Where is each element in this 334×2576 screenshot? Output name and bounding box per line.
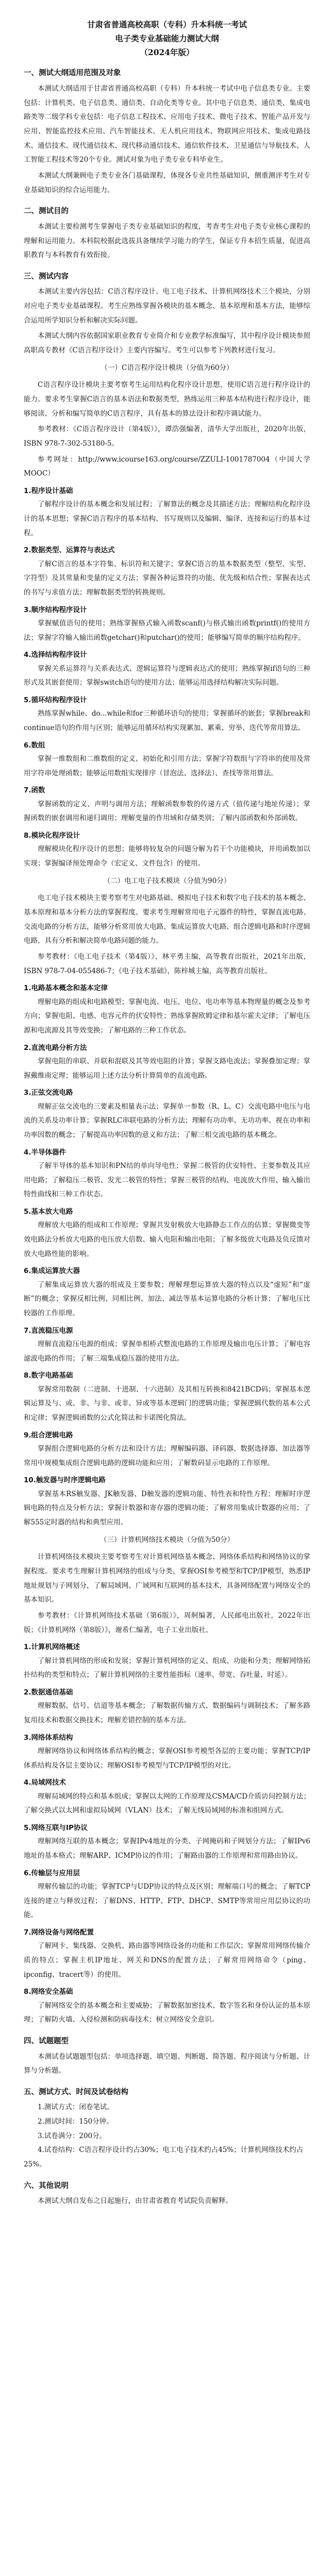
topic-heading: 5.基本放大电路: [24, 1208, 73, 1216]
paragraph: 了解网络安全的基本概念和主要威胁；了解数据加密技术、数字签名和身份认证的基本原理；了解防火墙、入侵检测和防病毒技术；树立网络安全意识。: [24, 2001, 310, 2024]
module-title-c-programming: （一）C语言程序设计模块（分值为60分）: [101, 363, 233, 372]
topic-heading: 6.集成运算放大器: [24, 1267, 80, 1276]
topic-heading: 8.模块化程序设计: [24, 832, 80, 840]
topic-heading: 2.数据类型、运算符与表达式: [24, 546, 115, 555]
paragraph: 本测试大纲适用于甘肃省普通高校高职（专科）升本科统一考试中电子信息类专业。主要包括：计算机类、电子信息类、通信类、自动化类等专业。其中电子信息类、通信类、集成电路类等二级学科专业包括：电子信息工程技术、应用电子技术、微电子技术、智能产品开发与应用、智能监控技术应用、汽车智能技术、无人机应用技术、物联网应用技术、集成电路技术、通信技术、现代通信技术、现代移动通信技术、通信软件技术、卫星通信与导航技术、人工智能工程技术等20个专业。测试对象为电子类专业专科毕业生。: [24, 84, 310, 164]
paragraph: 掌握赋值语句的使用；熟练掌握格式输入函数scanf()与格式输出函数printf()的使用方法；掌握字符输入输出函数getchar()和putchar()的使用；能够编写简单的顺序结构程序。: [24, 619, 310, 642]
paragraph: 了解C语言的基本字符集、标识符和关键字；掌握C语言的基本数据类型（整型、实型、字符型）及其常量和变量的定义方法；掌握各种运算符的功能、优先级和结合性；掌握表达式的书写与求值方法；理解数据类型的转换规则。: [24, 560, 310, 597]
exam-format-item: 4.试卷结构：C语言程序设计约占30%；电工电子技术约占45%；计算机网络技术约占25%。: [24, 2146, 304, 2169]
module-title-networking: （三）计算机网络技术模块（分值为50分）: [99, 1535, 235, 1544]
paragraph: 熟练掌握while、do...while和for三种循环语句的使用；掌握循环的嵌套；掌握break和continue语句的作用与区别；能够运用循环结构实现累加、累乘、穷举、迭代等常用算法。: [24, 709, 310, 733]
topic-heading: 4.局域网技术: [24, 1778, 66, 1787]
topic-heading: 3.正弦交流电路: [24, 1089, 73, 1097]
paragraph: 掌握组合逻辑电路的分析方法和设计方法；理解编码器、译码器、数据选择器、加法器等常用中规模集成组合逻辑电路的逻辑功能和应用；了解数码显示电路的工作原理。: [24, 1445, 310, 1467]
paragraph: 本测试大纲兼顾电子类专业各门基础课程，体现各专业共性基础知识，侧重测评考生对专业基础知识的综合运用能力。: [24, 171, 310, 194]
paragraph: 本测试大纲自发布之日起施行，由甘肃省教育考试院负责解释。: [38, 2197, 232, 2206]
doc-title-line2: 电子类专业基础能力测试大纲: [115, 33, 219, 44]
topic-heading: 4.选择结构程序设计: [24, 651, 87, 659]
paragraph: 掌握函数的定义、声明与调用方法；理解函数参数的传递方式（值传递与地址传递）；掌握函数的嵌套调用和递归调用；理解变量的作用域和存储类别；了解内部函数和外部函数。: [24, 800, 310, 823]
paragraph: 了解集成运算放大器的组成及主要参数；理解理想运算放大器的特点以及“虚短”和“虚断”的概念；掌握反相比例、同相比例、加法、减法等基本运算电路的分析计算；了解电压比较器的工作原理。: [24, 1280, 310, 1318]
exam-format-item: 2.测试时间：150分钟。: [38, 2117, 113, 2126]
topic-heading: 3.网络体系结构: [24, 1733, 73, 1742]
reference-textbook: 参考教材：《电工电子技术（第4版）》，林平勇主编，高等教育出版社，2021年出版，ISBN 978-7-04-055486-7；《电子技术基础》，陈梓城主编，高等教育出版社。: [24, 953, 310, 975]
paragraph: 掌握关系运算符与关系表达式、逻辑运算符与逻辑表达式的使用；熟练掌握if语句的三种形式及其嵌套使用；掌握switch语句的使用方法；能够运用选择结构解决实际问题。: [24, 664, 310, 687]
reference-url: 参考网址：http://www.icourse163.org/course/ZZULI-1001787004（中国大学MOOC）: [24, 455, 310, 478]
paragraph: 理解电路的组成和电路模型；掌握电流、电压、电位、电功率等基本物理量的概念及参考方向；掌握电阻、电感、电容元件的伏安特性；熟练掌握欧姆定律和基尔霍夫定律；了解电压源和电流源及其等效变换；了解电路的三种工作状态。: [24, 997, 310, 1035]
exam-format-item: 1.测试方式：闭卷笔试。: [38, 2103, 114, 2112]
topic-heading: 5.循环结构程序设计: [24, 696, 87, 705]
paragraph: 掌握一维数组和二维数组的定义、初始化和引用方法；掌握字符数组与字符串的使用及常用字符串处理函数；能够运用数组实现排序（冒泡法、选择法）、查找等常用算法。: [24, 755, 310, 777]
paragraph: C语言程序设计模块主要考察考生运用结构化程序设计思想，使用C语言进行程序设计的能力。要求考生掌握C语言的基本语法和数据类型，熟练运用三种基本结构进行程序设计，能够阅读、分析和编写简单的C语言程序，具有基本的算法设计和程序调试能力。: [24, 381, 310, 418]
paragraph: 掌握常用数制（二进制、十进制、十六进制）及其相互转换和8421BCD码；掌握基本逻辑运算及与、或、非、与非、或非、异或等基本逻辑门的逻辑功能；掌握逻辑代数的基本公式和定律；掌握逻辑函数的公式化简法和卡诺图化简法。: [24, 1385, 310, 1422]
topic-heading: 6.传输层与应用层: [24, 1869, 80, 1877]
topic-heading: 7.函数: [24, 786, 45, 795]
module-title-electronics: （二）电工电子技术模块（分值为90分）: [103, 876, 231, 885]
topic-heading: 1.程序设计基础: [24, 487, 73, 496]
topic-heading: 9.组合逻辑电路: [24, 1431, 73, 1439]
section-heading-exam-format: 五、测试方式、时间及试卷结构: [24, 2088, 128, 2096]
reference-textbook: 参考教材：《C语言程序设计（第4版）》，谭浩强编著，清华大学出版社，2020年出版，ISBN 978-7-302-53180-5。: [24, 425, 310, 448]
paragraph: 了解网卡、集线器、交换机、路由器等网络设备的功能和工作层次；掌握常用网络传输介质的特点；掌握主机IP地址、网关和DNS的配置方法；了解常用网络命令（ping、ipconfig、tracert等）的使用。: [24, 1942, 310, 1979]
paragraph: 理解传输层的功能；掌握TCP与UDP协议的特点及区别；理解端口号的概念；了解TCP连接的建立与释放过程；了解DNS、HTTP、FTP、DHCP、SMTP等常用应用层协议的功能。: [24, 1883, 310, 1920]
paragraph: 了解计算机网络的形成和发展；掌握计算机网络的定义、组成、功能和分类；理解网络拓扑结构的类型和特点；了解计算机网络的主要性能指标（速率、带宽、吞吐量、时延）。: [24, 1656, 310, 1680]
paragraph: 电工电子技术模块主要考察考生对电路基础、模拟电子技术和数字电子技术的基本概念、基本原理和基本分析方法的掌握程度。要求考生理解常用电子元器件的特性，掌握直流电路、交流电路的分析方法，能够分析常用放大电路、集成运算放大电路、组合逻辑电路和时序逻辑电路，具有分析和解决简单电路问题的能力。: [24, 894, 310, 945]
topic-heading: 1.电路基本概念和基本定律: [24, 984, 108, 993]
section-heading-notes: 六、其他说明: [24, 2181, 69, 2190]
topic-heading: 7.直流稳压电源: [24, 1326, 73, 1335]
topic-heading: 7.网络设备与网络配置: [24, 1928, 94, 1937]
doc-title-year: （2024年版）: [140, 47, 194, 58]
topic-heading: 5.网络互联与IP协议: [24, 1824, 88, 1833]
paragraph: 理解放大电路的组成和工作原理；掌握共发射极放大电路静态工作点的估算；掌握微变等效电路法分析放大电路的电压放大倍数、输入电阻和输出电阻；了解多级放大电路及负反馈对放大电路性能的影响。: [24, 1221, 310, 1258]
paragraph: 本测试卷试题题型包括：单项选择题、填空题、判断题、简答题、程序阅读与分析题、计算与分析题。: [24, 2052, 310, 2075]
section-heading-purpose: 二、测试目的: [24, 207, 69, 216]
paragraph: 理解局域网的特点和基本组成；掌握以太网的工作原理及CSMA/CD介质访问控制方法；了解交换式以太网和虚拟局域网（VLAN）技术；了解无线局域网的标准和组网方式。: [24, 1792, 310, 1815]
topic-heading: 2.直流电路分析方法: [24, 1043, 87, 1052]
paragraph: 本测试主要检测考生掌握电子类专业基础知识的程度，考查考生对电子类专业核心课程的理解和运用能力。本科院校据此选拔具备继续学习能力的学生，保证专升本招生质量，促进高职教育与本科教育有效衔接。: [24, 222, 310, 260]
paragraph: 本测试主要内容包括：C语言程序设计、电工电子技术、计算机网络技术三个模块，分别对应电子类专业基础课程。考生应熟练掌握各模块的基本概念、基本原理和基本方法，能够综合运用所学知识分析和解决实际问题。: [24, 287, 310, 325]
paragraph: 了解程序设计的基本概念和发展过程；了解算法的概念及其描述方法；理解结构化程序设计的基本思想；掌握C语言程序的基本结构、书写规则以及编辑、编译、连接和运行的基本过程。: [24, 500, 310, 537]
topic-heading: 8.网络安全基础: [24, 1988, 73, 1996]
paragraph: 掌握电阻的串联、并联和混联及其等效电阻的计算；掌握支路电流法；掌握叠加定理；掌握戴维南定理；能够运用上述方法分析计算简单的直流电路。: [24, 1057, 310, 1080]
topic-heading: 1.计算机网络概述: [24, 1643, 80, 1652]
topic-heading: 6.数组: [24, 741, 45, 750]
paragraph: 掌握基本RS触发器、JK触发器、D触发器的逻辑功能、特性表和特性方程；理解时序逻辑电路的特点及分析方法；掌握计数器和寄存器的逻辑功能；了解常用集成计数器的应用；了解555定时器的结构和典型应用。: [24, 1489, 310, 1527]
topic-heading: 10.触发器与时序逻辑电路: [24, 1476, 106, 1485]
paragraph: 理解直流稳压电源的组成；掌握单相桥式整流电路的工作原理及输出电压计算；了解电容滤波电路的作用；了解三端集成稳压器的使用方法。: [24, 1340, 310, 1363]
paragraph: 了解半导体的基本知识和PN结的单向导电性；掌握二极管的伏安特性、主要参数及其应用电路；了解稳压二极管、发光二极管的特性；掌握三极管的结构、电流放大作用、输入输出特性曲线和三种工作状态。: [24, 1162, 310, 1199]
reference-textbook: 参考教材：《计算机网络技术基础（第6版）》，周舸编著，人民邮电出版社，2022年出版；《计算机网络（第8版）》，谢希仁编著，电子工业出版社。: [24, 1612, 310, 1634]
section-heading-question-types: 四、试题题型: [24, 2037, 69, 2045]
section-heading-content: 三、测试内容: [24, 272, 69, 281]
topic-heading: 4.半导体器件: [24, 1148, 66, 1157]
doc-title-line1: 甘肃省普通高校高职（专科）升本科统一考试: [87, 20, 247, 29]
topic-heading: 8.数字电路基础: [24, 1371, 73, 1380]
paragraph: 本测试大纲内容依据国家职业教育专业简介和专业教学标准编写，其中程序设计模块参照高职高专教材《C语言程序设计》主要内容编写。考生可以参考下列教材进行复习。: [24, 332, 310, 355]
paragraph: 理解网络协议和网络体系结构的概念；掌握OSI参考模型各层的主要功能；掌握TCP/IP体系结构及各层主要协议；理解OSI参考模型与TCP/IP模型的对比。: [24, 1747, 310, 1770]
paragraph: 理解数据、信号、信道等基本概念；了解数据传输方式、数据编码与调制技术；了解多路复用技术和数据交换技术；理解差错控制的基本方法。: [24, 1702, 310, 1725]
paragraph: 理解模块化程序设计的思想；能够将较复杂的问题分解为若干个功能模块，并用函数加以实现；掌握编译预处理命令（宏定义、文件包含）的使用。: [24, 845, 310, 868]
paragraph: 理解网络互联的基本概念；掌握IPv4地址的分类、子网掩码和子网划分方法；了解IPv6地址的基本格式；理解ARP、ICMP协议的作用；了解路由器的工作原理和常用路由协议。: [24, 1837, 310, 1860]
topic-heading: 3.顺序结构程序设计: [24, 605, 87, 614]
exam-format-item: 3.试卷满分：200分。: [38, 2131, 107, 2140]
paragraph: 计算机网络技术模块主要考察考生对计算机网络基本概念、网络体系结构和网络协议的掌握程度。要求考生理解计算机网络的组成与分类，掌握OSI参考模型和TCP/IP模型，熟悉IP地址规划与子网划分，了解局域网、广域网和互联网的基本技术，具备网络配置与网络安全的基本知识。: [24, 1553, 310, 1604]
topic-heading: 2.数据通信基础: [24, 1688, 73, 1697]
paragraph: 理解正弦交流电的三要素及相量表示法；掌握单一参数（R、L、C）交流电路中电压与电流的关系及功率计算；掌握RLC串联电路的分析方法；理解有功功率、无功功率、视在功率和功率因数的概念；了解提高功率因数的意义和方法；了解三相交流电路的基本概念。: [24, 1102, 310, 1140]
section-heading-scope: 一、测试大纲适用范围及对象: [24, 69, 121, 78]
